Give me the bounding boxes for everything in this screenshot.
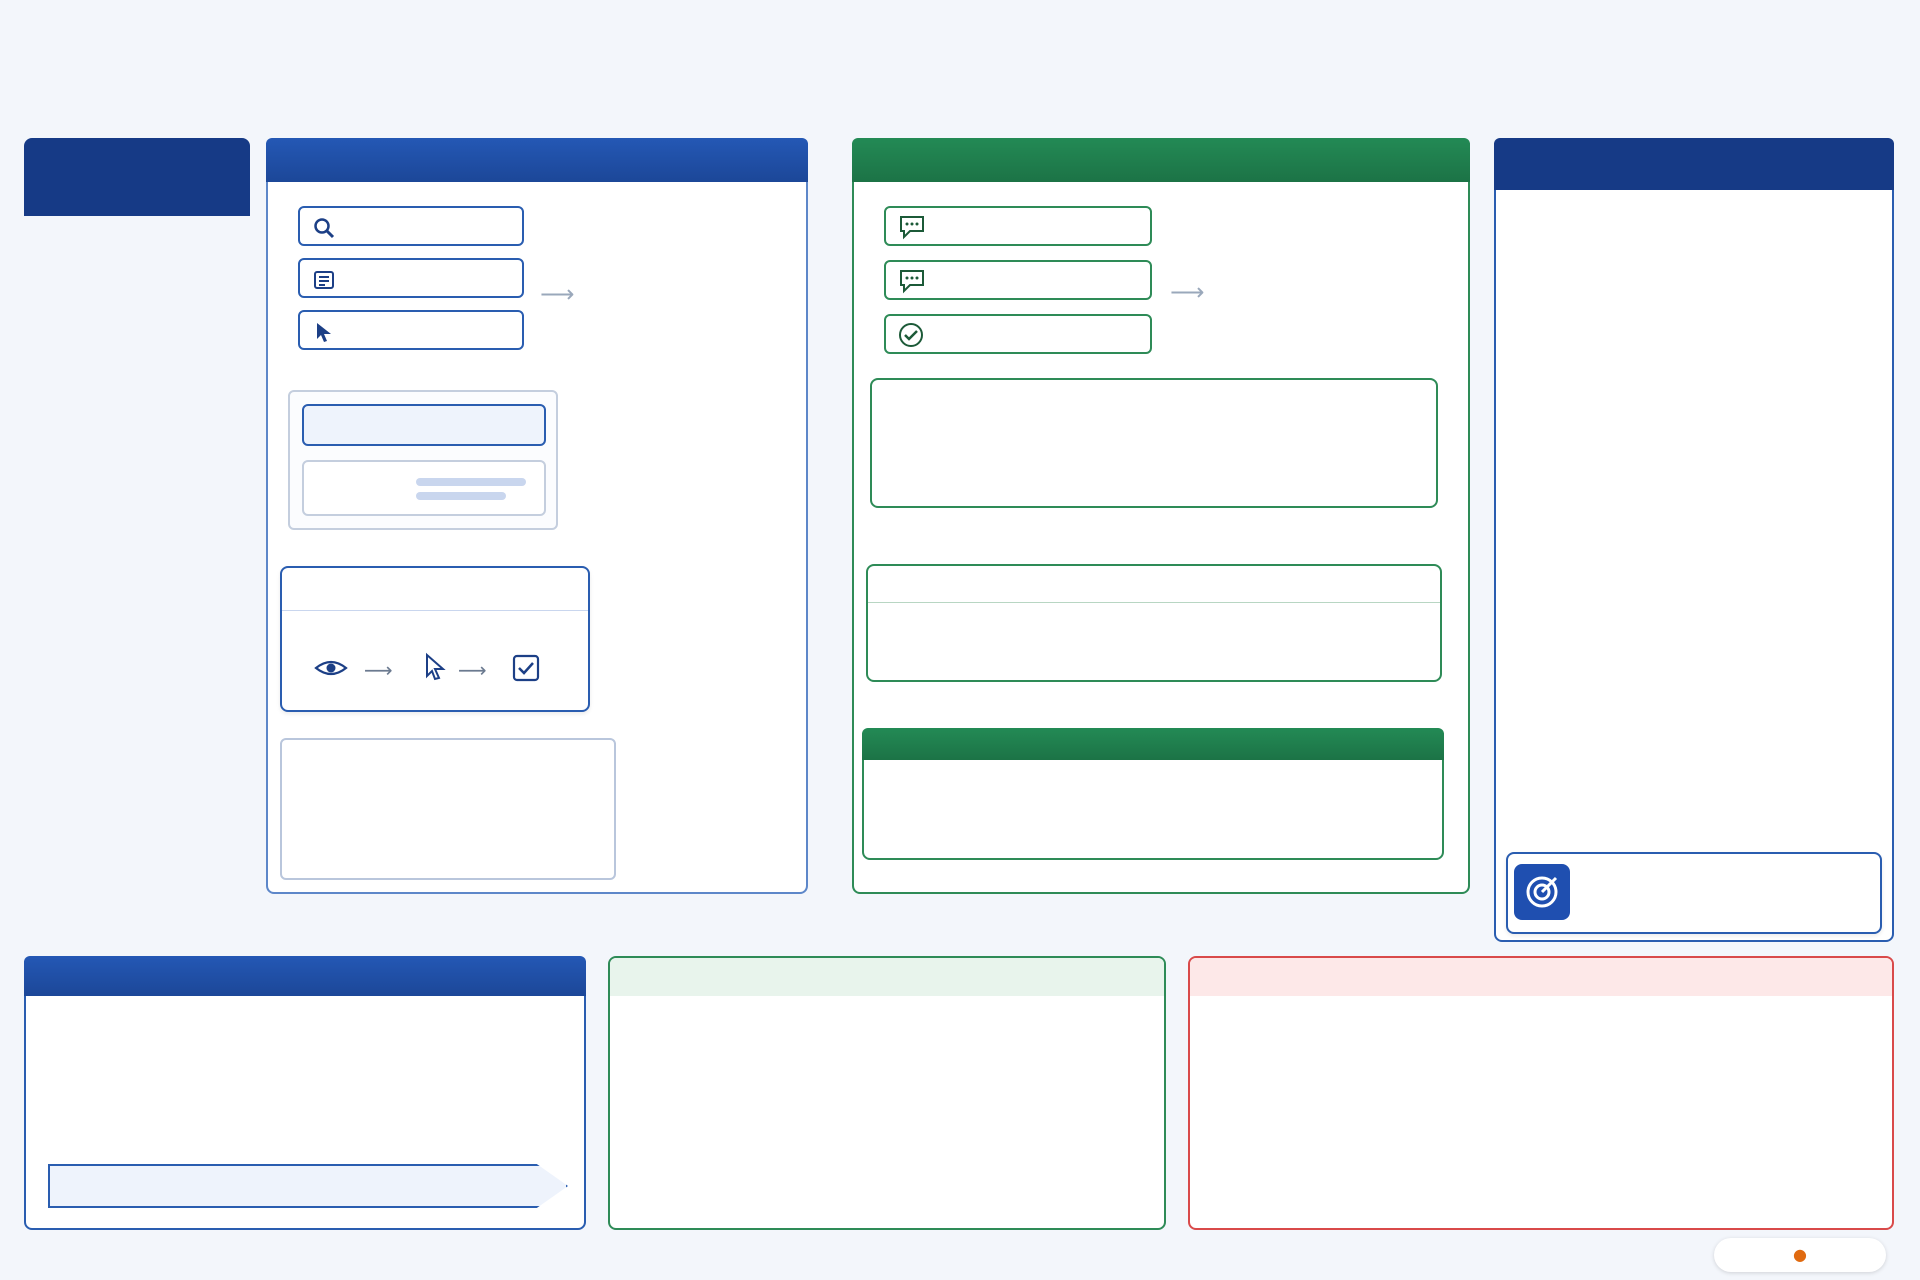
pitfalls-panel [1188, 956, 1894, 1230]
new-mode-header [852, 138, 1470, 182]
chat-bubble-icon [898, 214, 926, 240]
faq-header [610, 958, 1164, 996]
cursor-icon [312, 320, 336, 344]
organic-result [302, 460, 546, 516]
cursor-outline-icon [422, 652, 448, 682]
chat-bubble-icon [898, 268, 926, 294]
check-circle-icon [898, 322, 924, 348]
old-ecosystem-box [280, 738, 616, 880]
feedback-loop [48, 1164, 568, 1208]
old-row1-divider-arrow: ⟶ [540, 280, 575, 308]
migration-header [24, 956, 586, 996]
new-billing-card [866, 564, 1442, 682]
new-row1-divider-arrow: ⟶ [1170, 278, 1205, 306]
core-conflict-header [862, 728, 1444, 760]
old-mode-header [266, 138, 808, 182]
old-billing-card: ⟶ ⟶ [280, 566, 590, 712]
eye-icon [314, 656, 348, 680]
ad-slot [302, 404, 546, 446]
watermark: ● [1714, 1238, 1886, 1272]
search-icon [312, 216, 336, 240]
pill-task-done [884, 314, 1152, 354]
pitfalls-header [1190, 958, 1892, 996]
right-panel [1494, 138, 1894, 942]
left-header [24, 138, 250, 216]
results-page-icon [312, 268, 336, 292]
right-header [1494, 138, 1894, 190]
target-icon [1514, 864, 1570, 920]
faq-panel [608, 956, 1166, 1230]
intent-touchpoints-card [870, 378, 1438, 508]
checkbox-icon [512, 654, 540, 682]
